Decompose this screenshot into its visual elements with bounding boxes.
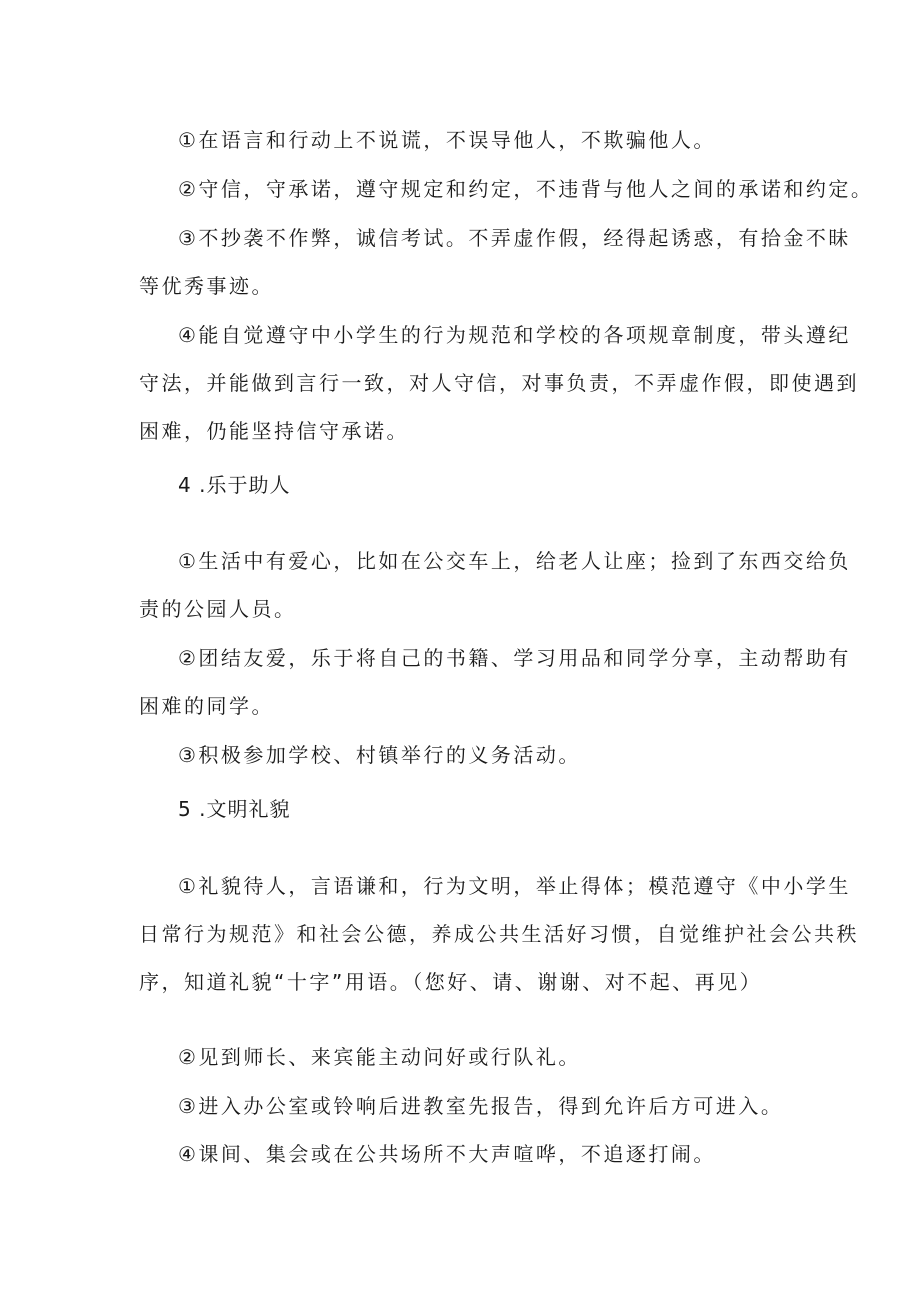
paragraph-courtesy-3-line-1: ③进入办公室或铃响后进教室先报告，得到允许后方可进入。 — [178, 1094, 784, 1118]
paragraph-honesty-4-line-2: 守法，并能做到言行一致，对人守信，对事负责，不弄虚作假，即使遇到 — [139, 371, 859, 395]
paragraph-courtesy-2-line-1: ②见到师长、来宾能主动问好或行队礼。 — [178, 1045, 581, 1069]
section-heading-helpful: 4 .乐于助人 — [178, 473, 291, 497]
paragraph-courtesy-1-line-2: 日常行为规范》和社会公德，养成公共生活好习惯，自觉维护社会公共秩 — [139, 922, 859, 946]
paragraph-honesty-4-line-1: ④能自觉遵守中小学生的行为规范和学校的各项规章制度，带头遵纪 — [178, 323, 851, 347]
paragraph-honesty-3-line-2: 等优秀事迹。 — [139, 274, 274, 298]
paragraph-honesty-3-line-1: ③不抄袭不作弊，诚信考试。不弄虚作假，经得起诱惑，有拾金不昧 — [178, 226, 851, 250]
paragraph-honesty-4-line-3: 困难，仍能坚持信守承诺。 — [139, 419, 409, 443]
paragraph-courtesy-4-line-1: ④课间、集会或在公共场所不大声喧哗，不追逐打闹。 — [178, 1142, 716, 1166]
paragraph-helpful-1-line-1: ①生活中有爱心，比如在公交车上，给老人让座；捡到了东西交给负 — [178, 549, 851, 573]
paragraph-helpful-2-line-2: 困难的同学。 — [139, 694, 274, 718]
paragraph-helpful-3-line-1: ③积极参加学校、村镇举行的义务活动。 — [178, 743, 581, 767]
paragraph-honesty-1-line-1: ①在语言和行动上不说谎，不误导他人，不欺骗他人。 — [178, 128, 716, 152]
paragraph-courtesy-1-line-3: 序，知道礼貌“十字”用语。（您好、请、谢谢、对不起、再见） — [139, 970, 763, 994]
section-heading-courtesy: 5 .文明礼貌 — [178, 797, 291, 821]
paragraph-helpful-1-line-2: 责的公园人员。 — [139, 597, 297, 621]
paragraph-helpful-2-line-1: ②团结友爱，乐于将自己的书籍、学习用品和同学分享，主动帮助有 — [178, 646, 851, 670]
paragraph-honesty-2-line-1: ②守信，守承诺，遵守规定和约定，不违背与他人之间的承诺和约定。 — [178, 177, 874, 201]
paragraph-courtesy-1-line-1: ①礼貌待人，言语谦和，行为文明，举止得体；模范遵守《中小学生 — [178, 874, 851, 898]
